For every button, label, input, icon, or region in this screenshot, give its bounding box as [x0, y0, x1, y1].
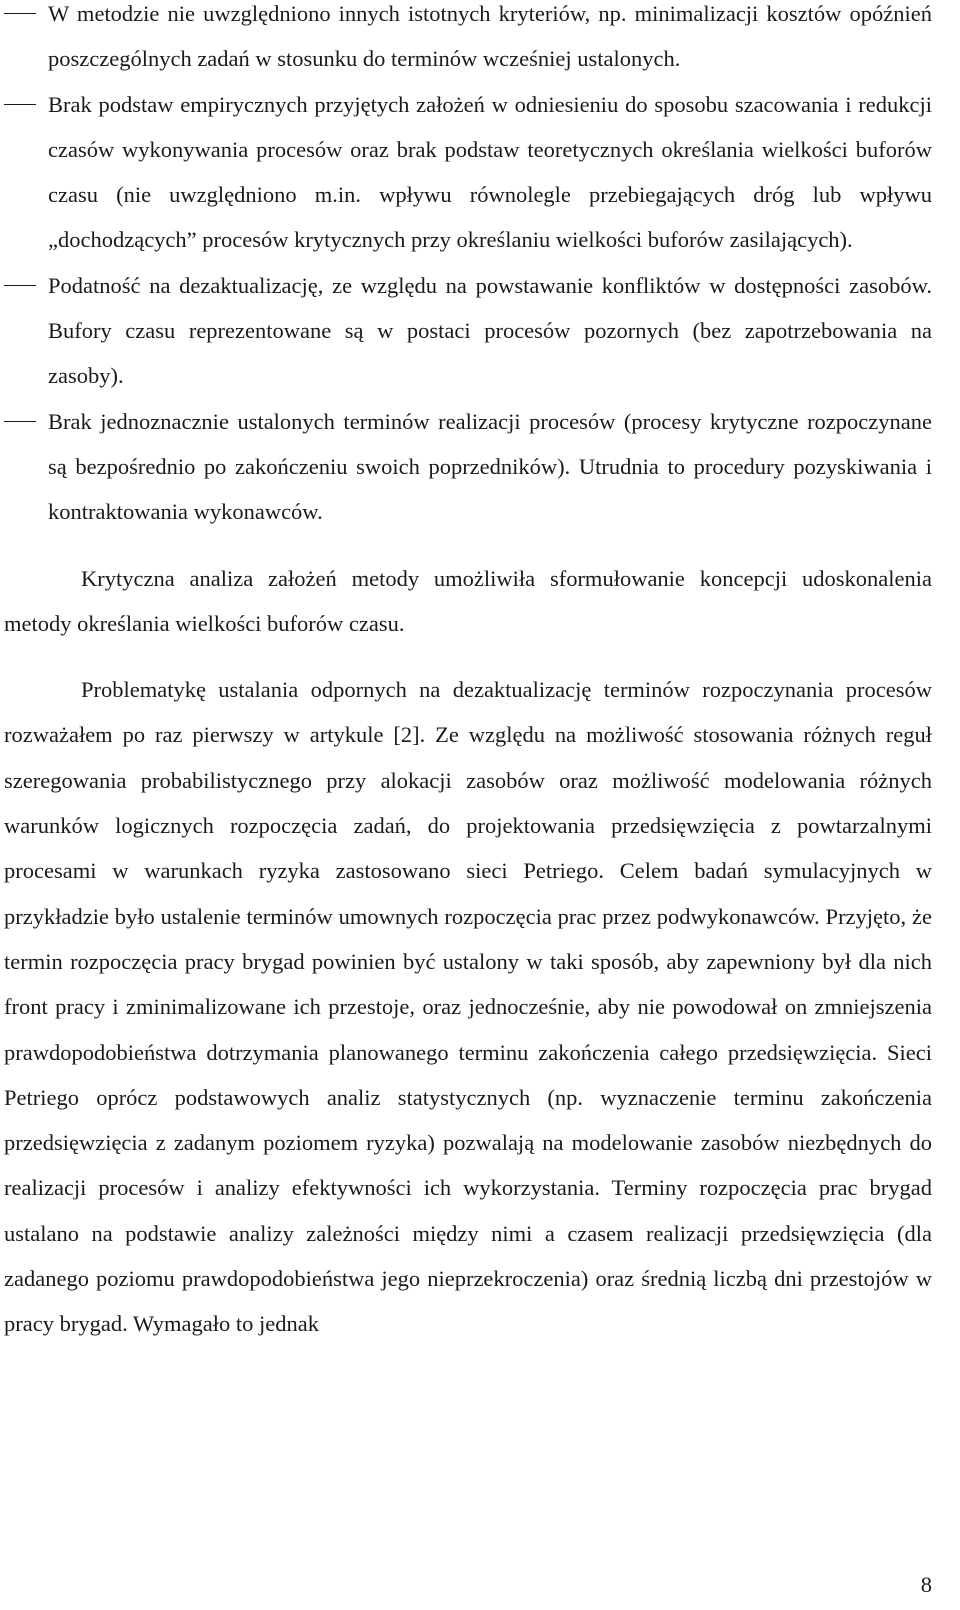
page-number: 8	[920, 1572, 932, 1597]
bullet-item	[4, 399, 932, 535]
bullet-text: Podatność na dezaktualizację, ze względu na powstawanie konfliktów w dostępności zasobów. Bufory czasu reprezentowane są w postaci procesów pozornych (bez zapotrzebowania na zasoby).	[48, 272, 932, 389]
dash-bullet-icon	[4, 421, 36, 422]
body-paragraph: Problematykę ustalania odpornych na dezaktualizację terminów rozpoczynania procesów rozważałem po raz pierwszy w artykule [2]. Ze względu na możliwość stosowania różnych reguł szeregowania probabilistycznego przy alokacji zasobów oraz możliwość modelowania różnych warunków logicznych rozpoczęcia zadań, do projektowania przedsięwzięcia z powtarzalnymi procesami w warunkach ryzyka zastosowano sieci Petriego. Celem badań symulacyjnych w przykładzie było ustalenie terminów umownych rozpoczęcia prac przez podwykonawców. Przyjęto, że termin rozpoczęcia pracy brygad powinien być ustalony w taki sposób, aby zapewniony był dla nich front pracy i zminimalizowane ich przestoje, oraz jednocześnie, aby nie powodował on zmniejszenia prawdopodobieństwa dotrzymania planowanego terminu zakończenia całego przedsięwzięcia. Sieci Petriego oprócz podstawowych analiz statystycznych (np. wyznaczenie terminu zakończenia przedsięwzięcia z zadanym poziomem ryzyka) pozwalają na modelowanie zasobów niezbędnych do realizacji procesów i analizy efektywności ich wykorzystania. Terminy rozpoczęcia prac brygad ustalano na podstawie analizy zależności między nimi a czasem realizacji przedsięwzięcia (dla zadanego poziomu prawdopodobieństwa jego nieprzekroczenia) oraz średnią liczbą dni przestojów w pracy brygad. Wymagało to jednak	[4, 677, 932, 1337]
dash-bullet-icon	[4, 285, 36, 286]
bullet-text: W metodzie nie uwzględniono innych istotnych kryteriów, np. minimalizacji kosztów opóźnień poszczególnych zadań w stosunku do terminów wcześniej ustalonych.	[48, 1, 932, 72]
document-page	[4, 0, 932, 1347]
bullet-item	[4, 82, 932, 263]
bullet-item	[4, 263, 932, 399]
dash-bullet-icon	[4, 104, 36, 105]
bullet-text: Brak podstaw empirycznych przyjętych założeń w odniesieniu do sposobu szacowania i redukcji czasów wykonywania procesów oraz brak podstaw teoretycznych określania wielkości buforów czasu (nie uwzględniono m.in. wpływu równolegle przebiegających dróg lub wpływu „dochodzących” procesów krytycznych przy określaniu wielkości buforów zasilających).	[48, 91, 932, 253]
dash-bullet-icon	[4, 13, 36, 14]
bullet-text: Brak jednoznacznie ustalonych terminów realizacji procesów (procesy krytyczne rozpoczynane są bezpośrednio po zakończeniu swoich poprzedników). Utrudnia to procedury pozyskiwania i kontraktowania wykonawców.	[48, 408, 932, 525]
bullet-item	[4, 0, 932, 82]
body-paragraph: Krytyczna analiza założeń metody umożliwiła sformułowanie koncepcji udoskonalenia metody określania wielkości buforów czasu.	[4, 565, 932, 636]
